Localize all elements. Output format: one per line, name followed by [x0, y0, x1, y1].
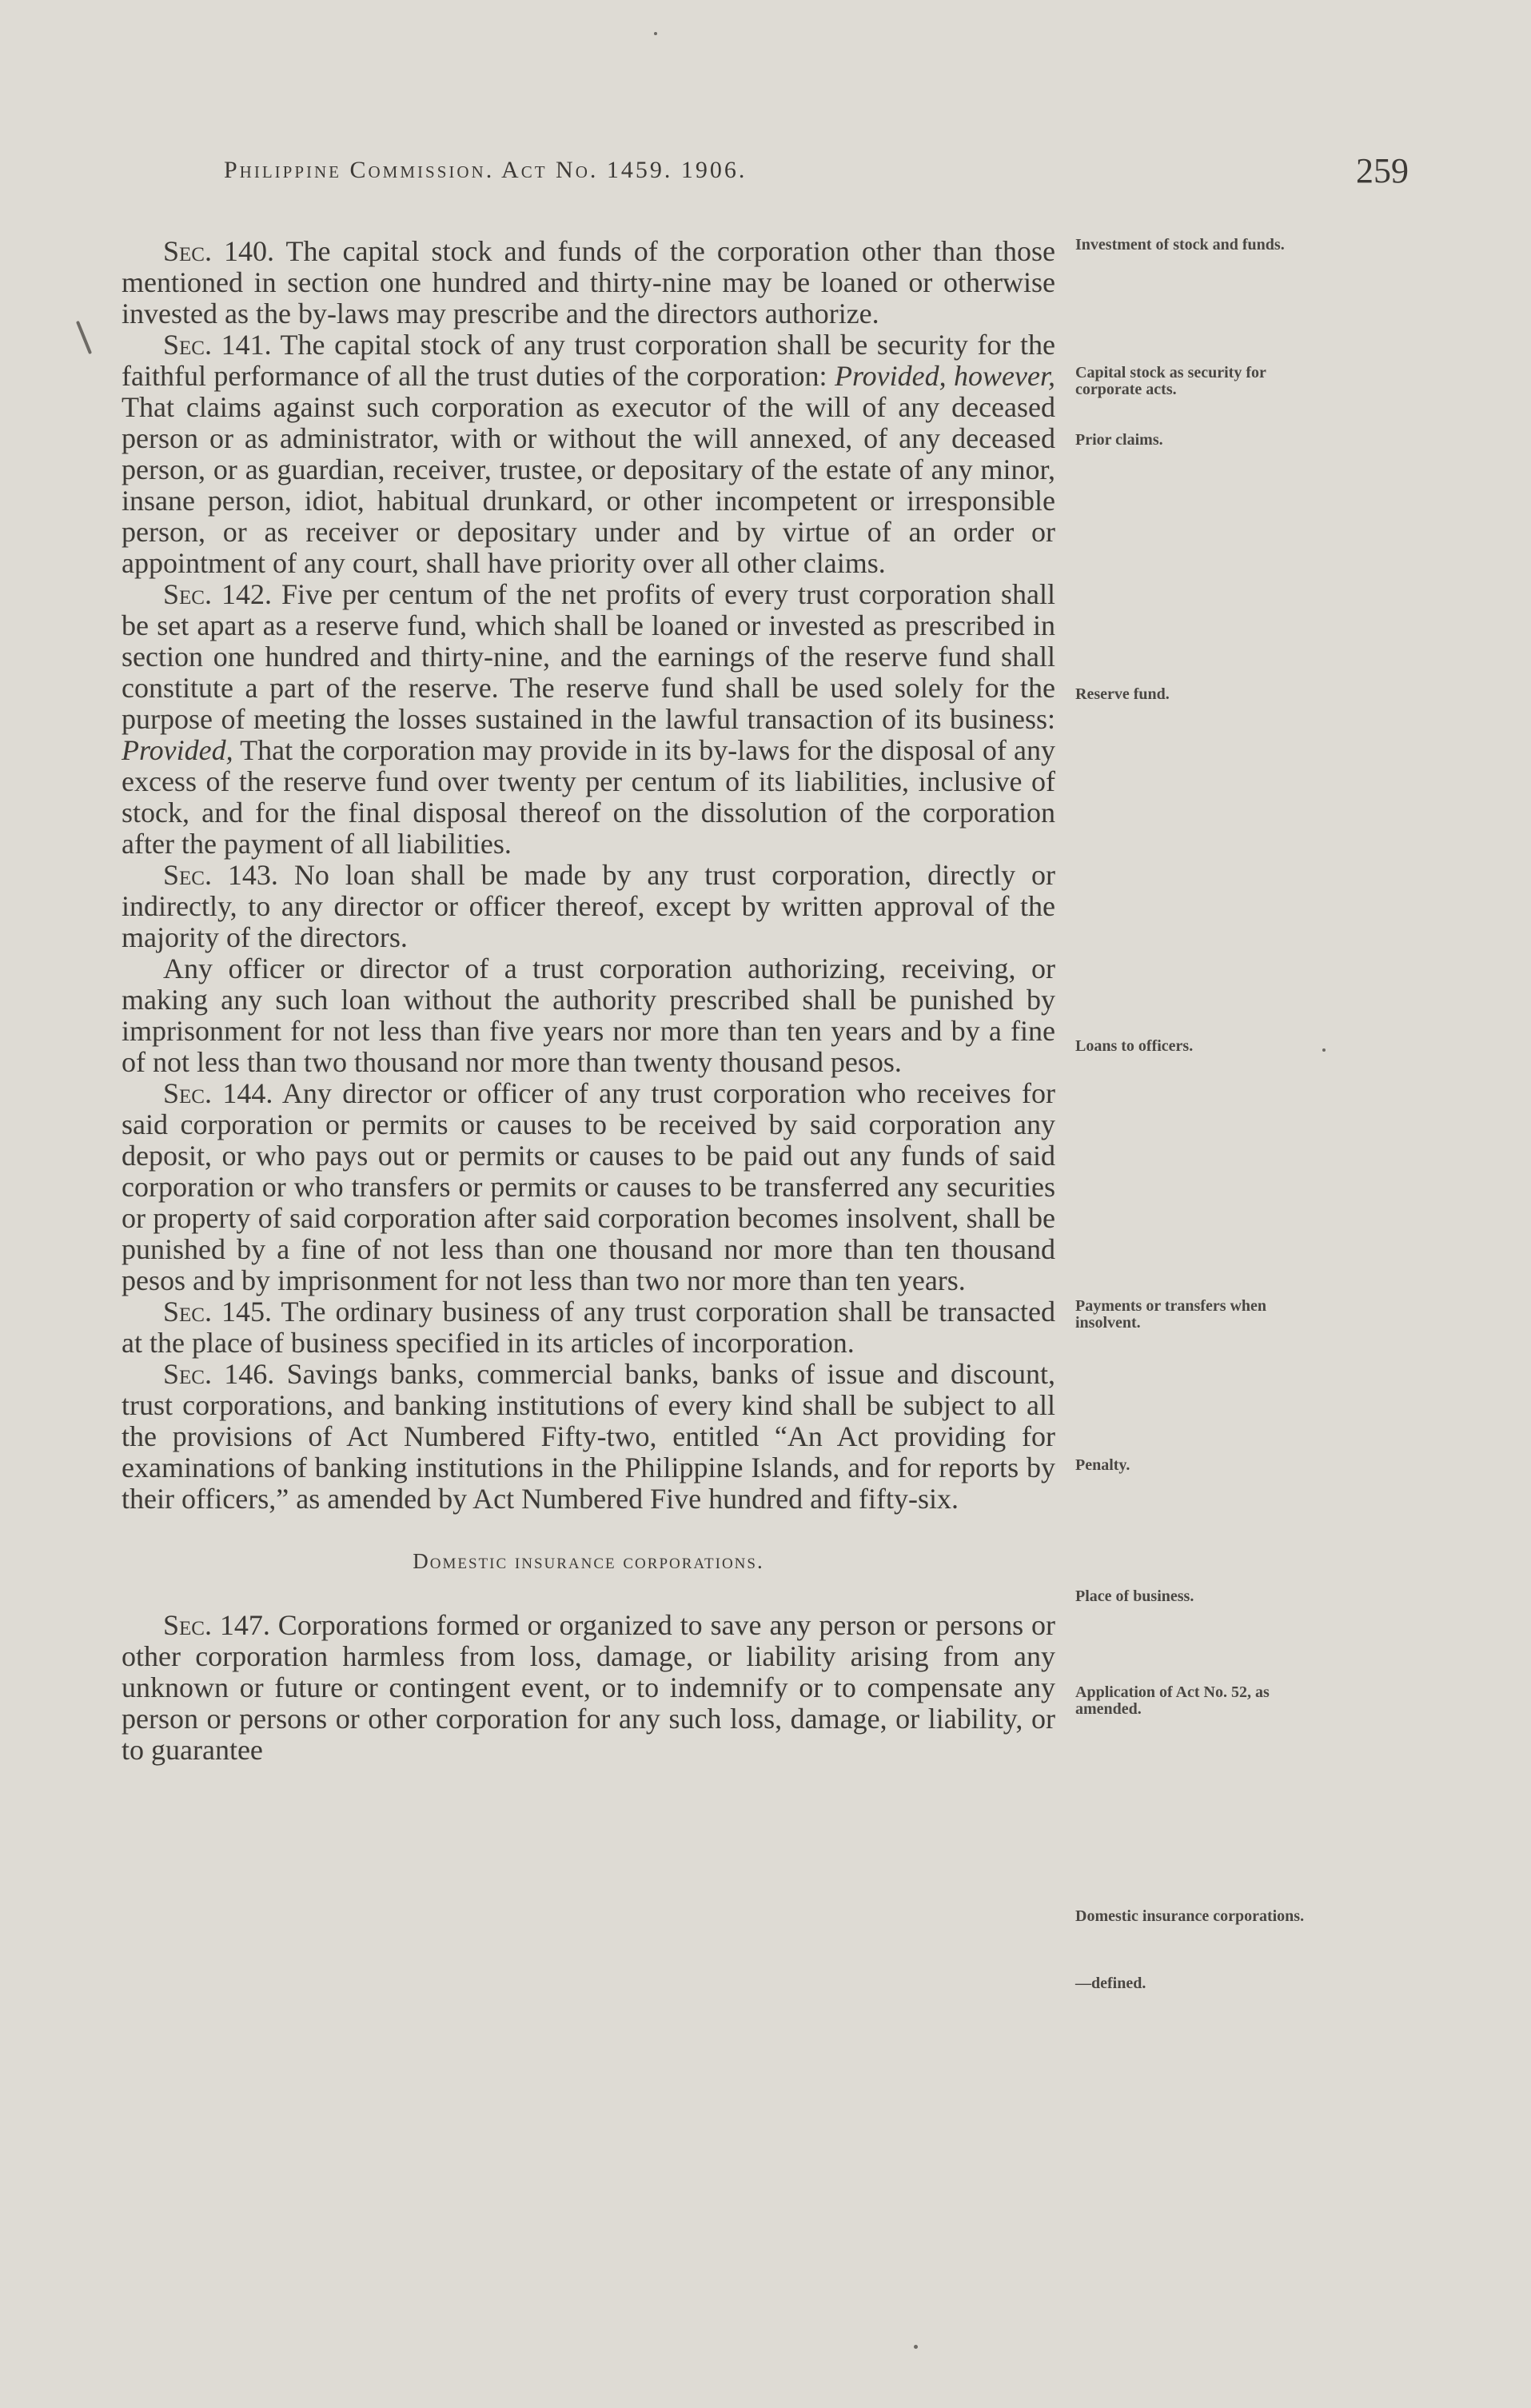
section-text: The capital stock and funds of the corporation other than those mentioned in section one hundred and thirty-nine may be loaned or otherwise invested as the by-laws may prescribe and the directors authorize.: [122, 235, 1055, 329]
section-143: [122, 860, 1055, 953]
section-text: That claims against such corporation as executor of the will of any deceased person or as administrator, with or without the will annexed, of any deceased person, or as guardian, receiver, trustee, or depositary of the estate of any minor, insane person, idiot, habitual drunkard, or other incompetent or irresponsible person, or as receiver or depositary under and by virtue of an order or appointment of any court, shall have priority over all other claims.: [122, 391, 1055, 579]
section-label: Sec. 144.: [163, 1077, 273, 1109]
body-text: [122, 236, 1055, 1766]
section-label: Sec. 143.: [163, 859, 278, 891]
margin-note-domestic-insurance: Domestic insurance corporations.: [1075, 1907, 1305, 1925]
margin-note-payments: Payments or transfers when insolvent.: [1075, 1297, 1267, 1332]
section-label: Sec. 146.: [163, 1358, 275, 1390]
section-label: Sec. 145.: [163, 1296, 273, 1328]
section-text: That the corporation may provide in its by-laws for the disposal of any excess of the reserve fund over twenty per centum of its liabilities, inclusive of stock, and for the final disposal thereof on the dissolution of the corporation after the payment of all liabilities.: [122, 734, 1055, 860]
section-140: [122, 236, 1055, 329]
section-144: [122, 1078, 1055, 1296]
scan-speck: [654, 32, 657, 35]
running-header: Philippine Commission. Act No. 1459. 1906.: [224, 157, 748, 183]
section-text: The capital stock of any trust corporation shall be security for the faithful performance of all the trust duties of the corporation:: [122, 329, 1056, 392]
section-141: [122, 329, 1055, 579]
margin-note-reserve-fund: Reserve fund.: [1075, 685, 1170, 703]
section-label: Sec. 142.: [163, 578, 272, 610]
section-label: Sec. 140.: [163, 235, 275, 267]
section-text: Five per centum of the net profits of every trust corporation shall be set apart as a reserve fund, which shall be loaned or invested as prescribed in section one hundred and thirty-nine, and the earnings of the reserve fund shall constitute a part of the reserve. The reserve fund shall be used solely for the purpose of meeting the losses sustained in the lawful transaction of its business:: [122, 578, 1056, 735]
pencil-mark: [76, 321, 92, 354]
margin-note-investment: Investment of stock and funds.: [1075, 236, 1285, 254]
margin-note-application: Application of Act No. 52, as amended.: [1075, 1683, 1270, 1718]
proviso-italic: Provided, however,: [834, 360, 1056, 392]
margin-note-place: Place of business.: [1075, 1587, 1194, 1605]
section-145: [122, 1296, 1055, 1359]
section-label: Sec. 147.: [163, 1609, 270, 1641]
scan-speck: [914, 2345, 918, 2349]
margin-note-defined: —defined.: [1075, 1975, 1146, 1992]
section-text: Corporations formed or organized to save any person or persons or other corporation harmless from loss, damage, or liability arising from any unknown or future or contingent event, or to indemnify or to compensate any person or persons or other corporation for any such loss, damage, or liability, or to guarantee: [122, 1609, 1056, 1766]
section-147: [122, 1610, 1055, 1766]
page-number: 259: [1356, 151, 1409, 190]
scan-speck: [1322, 1048, 1326, 1052]
section-text: Savings banks, commercial banks, banks of issue and discount, trust corporations, and banking institutions of every kind shall be subject to all the provisions of Act Numbered Fifty-two, entitled “An Act providing for examinations of banking institutions in the Philippine Islands, and for reports by their officers,” as amended by Act Numbered Five hundred and fifty-six.: [122, 1358, 1055, 1515]
proviso-italic: Provided,: [122, 734, 233, 766]
section-text: The ordinary business of any trust corporation shall be transacted at the place of business specified in its articles of incorporation.: [122, 1296, 1056, 1359]
section-heading: Domestic insurance corporations.: [413, 1549, 764, 1573]
margin-note-penalty: Penalty.: [1075, 1456, 1130, 1474]
margin-note-prior-claims: Prior claims.: [1075, 431, 1163, 449]
section-142: [122, 579, 1055, 860]
section-text: No loan shall be made by any trust corporation, directly or indirectly, to any director or officer thereof, except by written approval of the majority of the directors.: [122, 859, 1055, 953]
margin-note-loans: Loans to officers.: [1075, 1037, 1194, 1055]
section-146: [122, 1359, 1055, 1515]
section-label: Sec. 141.: [163, 329, 272, 361]
margin-note-capital-stock: Capital stock as security for corporate acts.: [1075, 364, 1266, 398]
section-143-penalty: Any officer or director of a trust corporation authorizing, receiving, or making any such loan without the authority prescribed shall be punished by imprisonment for not less than five years nor more than ten years and by a fine of not less than two thousand nor more than twenty thousand pesos.: [122, 952, 1055, 1078]
section-text: Any director or officer of any trust corporation who receives for said corporation or permits or causes to be received by said corporation any deposit, or who pays out or permits or causes to be paid out any funds of said corporation or who transfers or permits or causes to be transferred any securities or property of said corporation after said corporation becomes insolvent, shall be punished by a fine of not less than one thousand nor more than ten thousand pesos and by imprisonment for not less than two nor more than ten years.: [122, 1077, 1055, 1296]
